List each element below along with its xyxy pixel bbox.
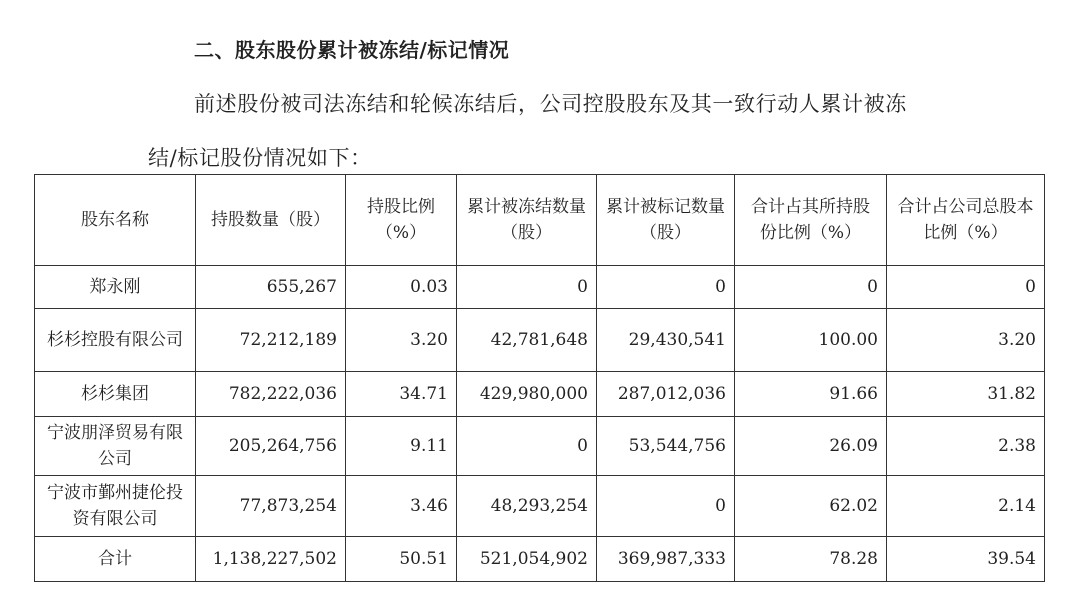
cumulative-frozen: 0 (457, 266, 597, 309)
shareholding-ratio: 50.51 (346, 537, 457, 582)
shareholding-ratio: 3.20 (346, 309, 457, 372)
shareholder-name: 杉杉集团 (35, 372, 196, 417)
shares-held: 782,222,036 (196, 372, 346, 417)
ratio-of-holdings: 26.09 (735, 417, 887, 476)
cumulative-frozen: 429,980,000 (457, 372, 597, 417)
ratio-of-total-capital: 3.20 (887, 309, 1045, 372)
shares-held: 72,212,189 (196, 309, 346, 372)
shares-held: 1,138,227,502 (196, 537, 346, 582)
shares-held: 655,267 (196, 266, 346, 309)
header-cumulative-marked: 累计被标记数量（股） (597, 175, 735, 266)
shareholding-ratio: 0.03 (346, 266, 457, 309)
cumulative-marked: 29,430,541 (597, 309, 735, 372)
cumulative-marked: 0 (597, 266, 735, 309)
cumulative-marked: 287,012,036 (597, 372, 735, 417)
cumulative-frozen: 48,293,254 (457, 476, 597, 537)
header-ratio-of-holdings: 合计占其所持股份比例（%） (735, 175, 887, 266)
paragraph-line-1: 前述股份被司法冻结和轮候冻结后，公司控股股东及其一致行动人累计被冻 (194, 92, 907, 116)
shareholder-name: 杉杉控股有限公司 (35, 309, 196, 372)
table-row (35, 372, 1045, 417)
table-row (35, 476, 1045, 537)
shareholding-ratio: 3.46 (346, 476, 457, 537)
section-title: 二、股东股份累计被冻结/标记情况 (194, 38, 510, 62)
frozen-shares-table (34, 174, 1045, 582)
shares-held: 77,873,254 (196, 476, 346, 537)
shareholding-ratio: 9.11 (346, 417, 457, 476)
header-shareholder-name: 股东名称 (35, 175, 196, 266)
shareholder-name: 宁波市鄞州捷伦投资有限公司 (35, 476, 196, 537)
ratio-of-holdings: 62.02 (735, 476, 887, 537)
shares-held: 205,264,756 (196, 417, 346, 476)
cumulative-frozen: 521,054,902 (457, 537, 597, 582)
header-ratio-of-total-capital: 合计占公司总股本比例（%） (887, 175, 1045, 266)
shareholder-name: 郑永刚 (35, 266, 196, 309)
total-label: 合计 (35, 537, 196, 582)
cumulative-frozen: 42,781,648 (457, 309, 597, 372)
table-header-row (35, 175, 1045, 266)
ratio-of-total-capital: 2.14 (887, 476, 1045, 537)
ratio-of-holdings: 78.28 (735, 537, 887, 582)
ratio-of-total-capital: 31.82 (887, 372, 1045, 417)
ratio-of-total-capital: 39.54 (887, 537, 1045, 582)
ratio-of-holdings: 0 (735, 266, 887, 309)
shareholder-name: 宁波朋泽贸易有限公司 (35, 417, 196, 476)
table-row (35, 417, 1045, 476)
shareholding-ratio: 34.71 (346, 372, 457, 417)
paragraph-line-2: 结/标记股份情况如下： (148, 146, 372, 170)
cumulative-marked: 0 (597, 476, 735, 537)
ratio-of-holdings: 100.00 (735, 309, 887, 372)
ratio-of-total-capital: 2.38 (887, 417, 1045, 476)
cumulative-marked: 53,544,756 (597, 417, 735, 476)
table-row (35, 309, 1045, 372)
ratio-of-holdings: 91.66 (735, 372, 887, 417)
cumulative-marked: 369,987,333 (597, 537, 735, 582)
header-shareholding-ratio: 持股比例（%） (346, 175, 457, 266)
header-cumulative-frozen: 累计被冻结数量（股） (457, 175, 597, 266)
table-row (35, 266, 1045, 309)
cumulative-frozen: 0 (457, 417, 597, 476)
table-total-row (35, 537, 1045, 582)
header-shares-held: 持股数量（股） (196, 175, 346, 266)
ratio-of-total-capital: 0 (887, 266, 1045, 309)
